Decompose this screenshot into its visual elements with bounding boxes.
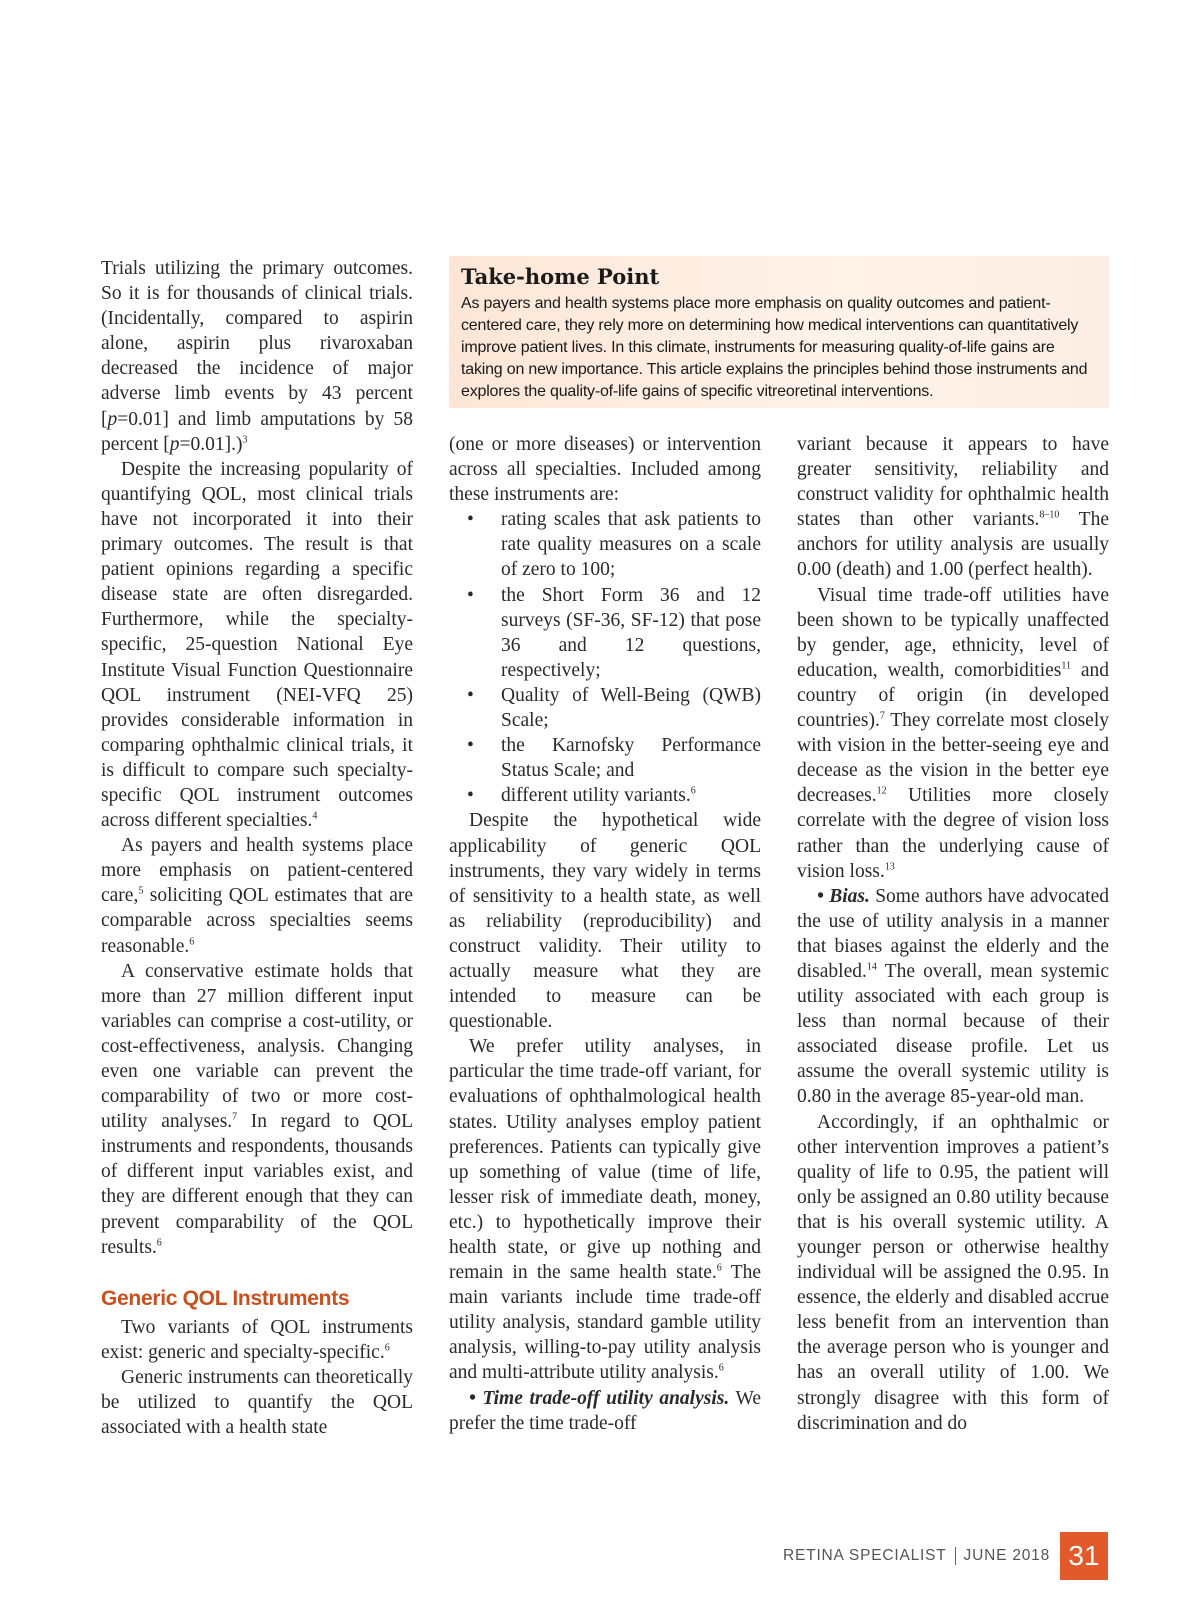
paragraph: A conservative estimate holds that more than 27 million different input variables can comprise a cost-utility, or cost-effectiveness, analysis. Changing even one variable can prevent the comparability of two or more cost-utility analyses.$^7$ In regard to QOL instruments and respondents, thousands of different input variables exist, and they are different enough that they can prevent comparability of the QOL results.$^6$ (101, 960, 413, 1258)
paragraph: We prefer utility analyses, in particular the time trade-off variant, for evaluations of ophthalmological health states. Utility analyses employ patient preferences. Patients can typically give up something of value (time of life, lesser risk of immediate death, money, etc.) to hypothetically improve their health state, or give up nothing and remain in the same health state.$^6$ The main variants include time trade-off utility analysis, standard gamble utility analysis, willing-to-pay utility analysis and multi-attribute utility analysis.$^6$ (449, 1036, 762, 1384)
publication-name: RETINA SPECIALIST (783, 1547, 947, 1565)
column-left (101, 256, 413, 1440)
paragraph: • Time trade-off utility analysis. We prefer the time trade-off (449, 1387, 761, 1434)
paragraph: Accordingly, if an ophthalmic or other intervention improves a patient’s quality of life to 0.95, the patient will only be assigned an 0.80 utility because that is his overall systemic utility. A younger person or otherwise healthy individual will be assigned the 0.95. In essence, the elderly and disabled accrue less benefit from an intervention than the average person who is younger and has an overall utility of 1.00. We strongly disagree with this form of discrimination and do (797, 1111, 1109, 1434)
list-item: • the Karnofsky Performance Status Scale; and (449, 733, 761, 783)
divider (955, 1547, 956, 1565)
page-footer (783, 1532, 1108, 1580)
run-in-heading: • Time trade-off utility analysis. (469, 1387, 730, 1409)
paragraph: Generic instruments can theoretically be utilized to quantify the QOL associated with a health state (101, 1367, 413, 1439)
column-right (797, 432, 1109, 1436)
list-item: • rating scales that ask patients to rate quality measures on a scale of zero to 100; (449, 507, 761, 582)
reference-superscript: 3 (242, 434, 248, 446)
paragraph: As payers and health systems place more emphasis on patient-centered care,$^5$ soliciting QOL estimates that are comparable across specialties seems reasonable.$^6$ (101, 835, 413, 957)
paragraph: • Bias. Some authors have advocated the use of utility analysis in a manner that biases against the elderly and the disabled.$^{14}$ The overall, mean systemic utility associated with each group is less than normal because of their associated disease profile. Let us assume the overall systemic utility is 0.80 in the average 85-year-old man. (797, 885, 1110, 1108)
list-item: • the Short Form 36 and 12 surveys (SF-36, SF-12) that pose 36 and 12 questions, respectively; (449, 583, 761, 683)
paragraph: (one or more diseases) or intervention across all specialties. Included among these instruments are: (449, 434, 761, 506)
column-middle (449, 432, 761, 1436)
take-home-point-box (449, 256, 1109, 408)
reference-superscript: 4 (312, 810, 318, 822)
instrument-list (449, 507, 761, 808)
take-home-title: Take-home Point (461, 264, 660, 289)
paragraph: Two variants of QOL instruments exist: generic and specialty-specific.$^6$ (101, 1316, 413, 1363)
take-home-body: As payers and health systems place more emphasis on quality outcomes and patient-centered care, they rely more on determining how medical interventions can quantitatively improve patient lives. In this climate, instruments for measuring quality-of-life gains are taking on new importance. This article explains the principles behind those instruments and explores the quality-of-life gains of specific vitreoretinal interventions. (461, 295, 1088, 400)
paragraph: Trials utilizing the primary outcomes. So it is for thousands of clinical trials. (Incidentally, compared to aspirin alone, aspirin plus rivaroxaban decreased the incidence of major adverse limb events by 43 percent [p=0.01] and limb amputations by 58 percent [p=0.01].)$^3$ (101, 258, 413, 455)
paragraph: Despite the increasing popularity of quantifying QOL, most clinical trials have not incorporated it into their primary outcomes. The result is that patient opinions regarding a specific disease state are often disregarded. Furthermore, while the specialty-specific, 25-question National Eye Institute Visual Function Questionnaire QOL instrument (NEI-VFQ 25) provides considerable information in comparing ophthalmic clinical trials, it is difficult to compare such specialty-specific QOL instrument outcomes across different specialties.$^4$ (101, 458, 413, 832)
issue-date: JUNE 2018 (963, 1547, 1050, 1565)
run-in-heading: • Bias. (817, 885, 870, 907)
list-item: • different utility variants.$^6$ (449, 783, 761, 808)
list-item: • Quality of Well-Being (QWB) Scale; (449, 683, 761, 733)
paragraph: Despite the hypothetical wide applicability of generic QOL instruments, they vary widely in terms of sensitivity to a health state, as well as reliability (reproducibility) and construct validity. Their utility to actually measure what they are intended to measure can be questionable. (449, 810, 761, 1033)
paragraph: Visual time trade-off utilities have been shown to be typically unaffected by gender, age, ethnicity, level of education, wealth, comorbidities$^{11}$ and country of origin (in developed countries).$^7$ They correlate most closely with vision in the better-seeing eye and decease as the vision in the better eye decreases.$^{12}$ Utilities more closely correlate with the degree of vision loss rather than the underlying cause of vision loss.$^{13}$ (797, 584, 1109, 882)
page-number-badge: 31 (1060, 1532, 1108, 1580)
paragraph: variant because it appears to have greater sensitivity, reliability and construct validity for ophthalmic health states than other variants.$^{8-10}$ The anchors for utility analysis are usually 0.00 (death) and 1.00 (perfect health). (797, 434, 1109, 581)
publication-line (783, 1547, 1050, 1565)
section-heading: Generic QOL Instruments (101, 1286, 350, 1310)
